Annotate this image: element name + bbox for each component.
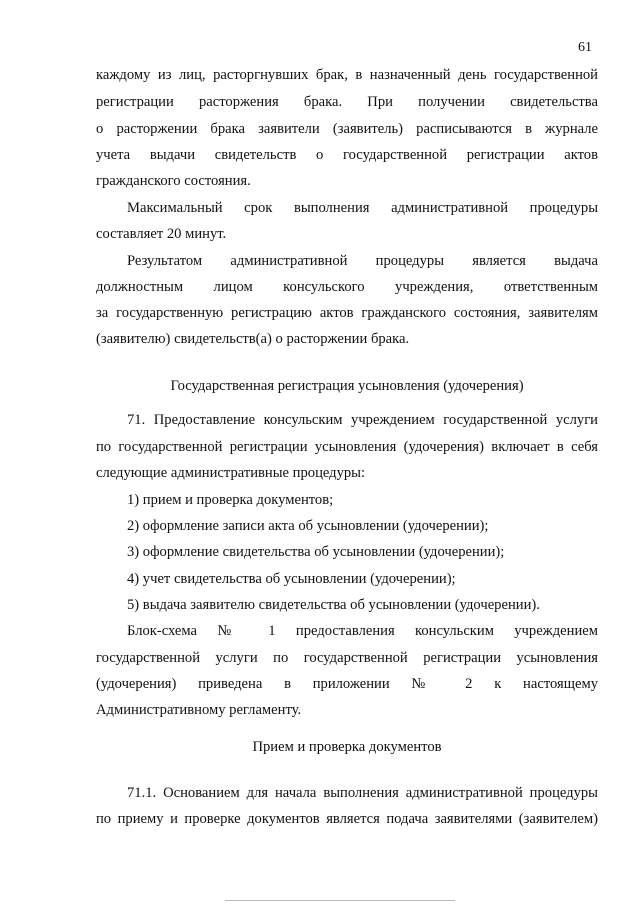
section-heading: Государственная регистрация усыновления (удочерения): [170, 378, 524, 394]
text-line: по государственной регистрации усыновления (удочерения) включает в себя: [96, 439, 598, 455]
text-line: (удочерения) приведена в приложении № 2 к настоящему: [96, 676, 598, 692]
page-number: 61: [578, 40, 592, 55]
scan-edge-line: [225, 900, 455, 901]
text-line: должностным лицом консульского учреждения, ответственным: [96, 279, 598, 295]
text-line: Результатом административной процедуры является выдача: [127, 253, 598, 269]
list-item: 3) оформление свидетельства об усыновлении (удочерении);: [127, 544, 505, 560]
text-line: Блок-схема № 1 предоставления консульским учреждением: [127, 623, 598, 639]
list-item: 1) прием и проверка документов;: [127, 492, 334, 508]
text-line: Максимальный срок выполнения административной процедуры: [127, 200, 598, 216]
text-line: составляет 20 минут.: [96, 226, 227, 242]
text-line: по приему и проверке документов является подача заявителями (заявителем): [96, 811, 598, 827]
text-line: о расторжении брака заявители (заявитель) расписываются в журнале: [96, 121, 598, 137]
list-item: 4) учет свидетельства об усыновлении (удочерении);: [127, 571, 456, 587]
text-line: Административному регламенту.: [96, 702, 302, 718]
text-line: гражданского состояния.: [96, 173, 251, 189]
text-line: 71.1. Основанием для начала выполнения административной процедуры: [127, 785, 598, 801]
text-line: (заявителю) свидетельств(а) о расторжении брака.: [96, 331, 410, 347]
text-line: учета выдачи свидетельств о государственной регистрации актов: [96, 147, 598, 163]
text-line: 71. Предоставление консульским учреждением государственной услуги: [127, 412, 598, 428]
text-line: следующие административные процедуры:: [96, 465, 366, 481]
text-line: за государственную регистрацию актов гражданского состояния, заявителям: [96, 305, 598, 321]
section-heading: Прием и проверка документов: [252, 739, 442, 755]
text-line: каждому из лиц, расторгнувших брак, в назначенный день государственной: [96, 67, 598, 83]
text-line: государственной услуги по государственной регистрации усыновления: [96, 650, 598, 666]
text-line: регистрации расторжения брака. При получении свидетельства: [96, 94, 598, 110]
list-item: 2) оформление записи акта об усыновлении (удочерении);: [127, 518, 489, 534]
list-item: 5) выдача заявителю свидетельства об усыновлении (удочерении).: [127, 597, 540, 613]
